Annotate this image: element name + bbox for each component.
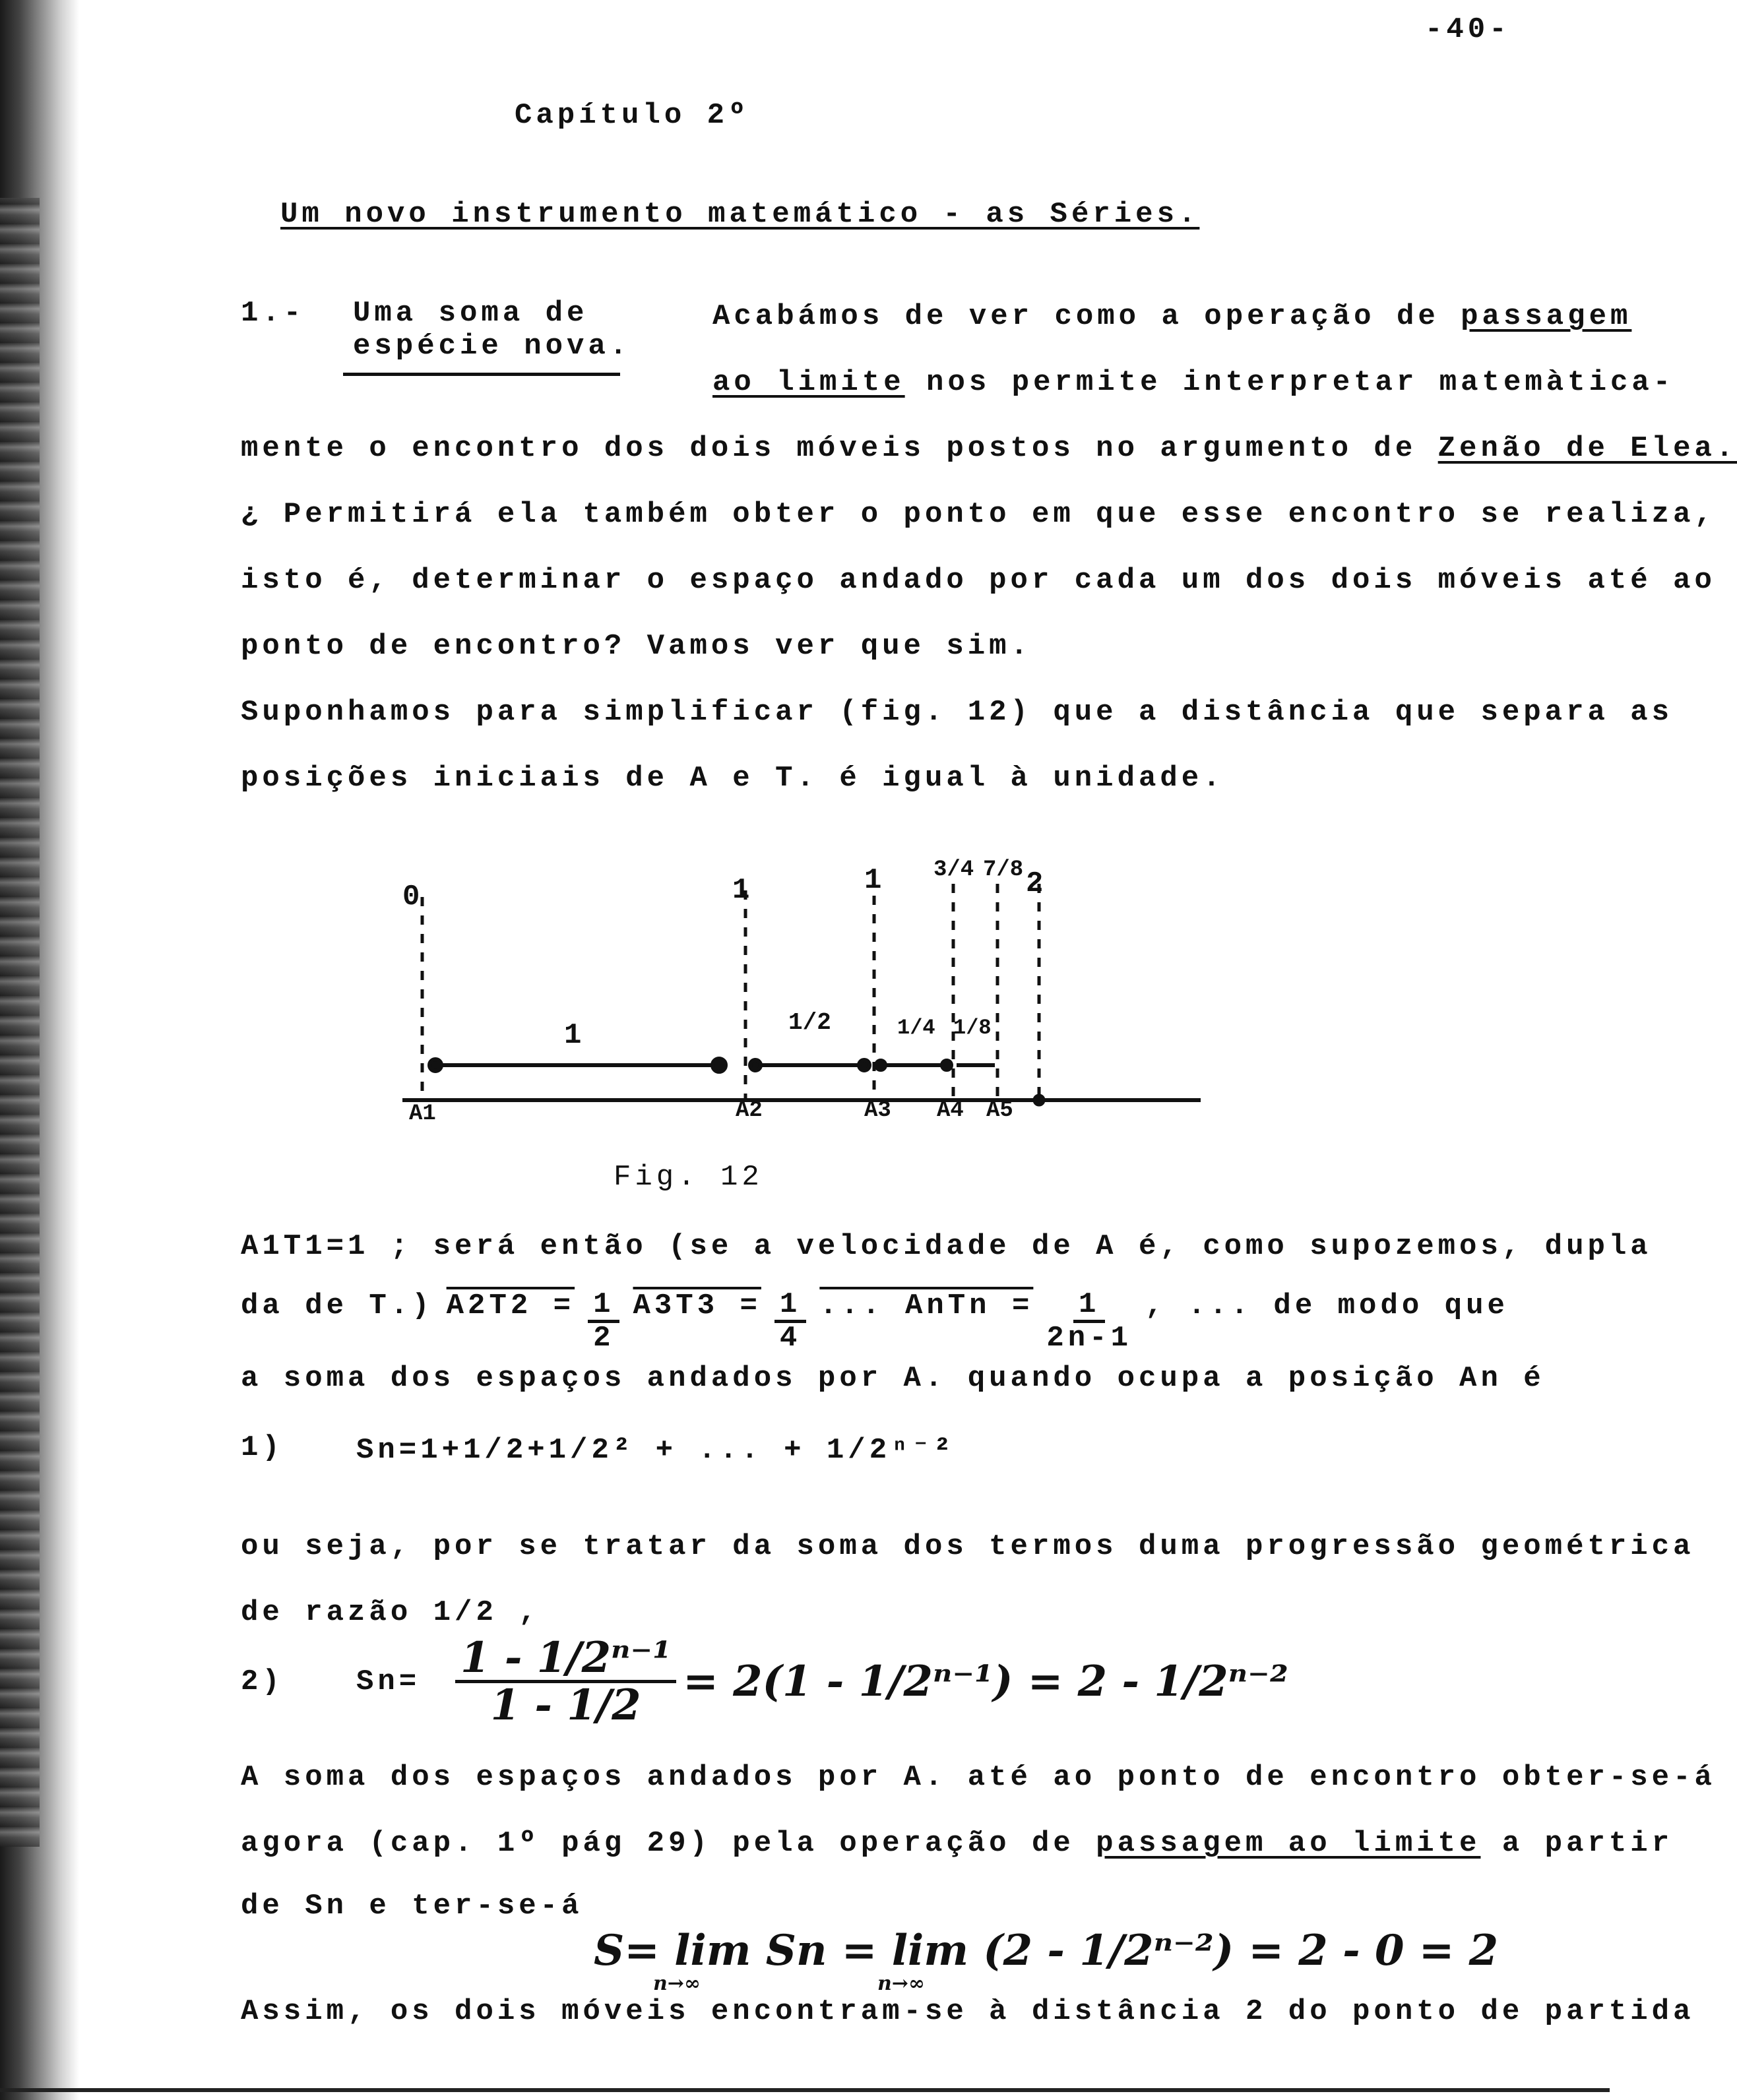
paragraph-line: isto é, determinar o espaço andado por cada um dos dois móveis até ao [241, 564, 1716, 597]
figure-12-diagram [369, 844, 1214, 1161]
closing-line: Assim, os dois móveis encontram-se à distância 2 do ponto de partida [241, 1995, 1695, 2028]
paragraph-line: agora (cap. 1º pág 29) pela operação de passagem ao limite a partir [241, 1827, 1674, 1860]
figure-top-label: 1 [864, 864, 882, 897]
figure-top-label: 3/4 [933, 857, 974, 882]
segment-arrows [429, 1059, 995, 1072]
figure-point-label: A5 [986, 1098, 1013, 1123]
paragraph-line: A1T1=1 ; será então (se a velocidade de A é, como supozemos, dupla [241, 1230, 1652, 1263]
paragraph-line: de razão 1/2 , [241, 1596, 540, 1629]
equation-label: 2) [241, 1665, 284, 1698]
figure-segment-label: 1/2 [788, 1009, 831, 1036]
fraction: $\frac{1}{2}$ [588, 1289, 619, 1353]
figure-point-label: A3 [864, 1098, 891, 1123]
scan-edge-noise [0, 198, 40, 1847]
paragraph-line: ou seja, por se tratar da soma dos termos duma progressão geométrica [241, 1530, 1695, 1563]
section-heading-rule [343, 373, 620, 376]
paragraph-line: da de T.) A2T2 = $\frac{1}{2}$ A3T3 = $\frac{1}{4}$ ... AnTn = $\frac{1}{2n-1}$ , ... de modo que [241, 1288, 1509, 1355]
equation-1: Sn=1+1/2+1/2² + ... + 1/2ⁿ⁻² [356, 1434, 955, 1467]
paragraph-line: A soma dos espaços andados por A. até ao ponto de encontro obter-se-á [241, 1761, 1716, 1794]
paragraph-line: Suponhamos para simplificar (fig. 12) que a distância que separa as [241, 696, 1674, 729]
figure-segment-label: 1/8 [953, 1016, 992, 1040]
figure-caption: Fig. 12 [614, 1161, 763, 1194]
figure-point-label: A1 [409, 1101, 436, 1127]
section-heading-line2: espécie nova. [353, 330, 631, 363]
figure-point-label: A2 [736, 1098, 763, 1123]
figure-top-label: 2 [1026, 867, 1044, 900]
figure-top-label: 0 [402, 880, 420, 913]
chapter-title: Um novo instrumento matemático - as Séries. [280, 198, 1200, 231]
fraction: $\frac{1}{2n-1}$ [1046, 1288, 1132, 1355]
page-bottom-edge [0, 2088, 1610, 2092]
section-heading-line1: Uma soma de [353, 297, 588, 330]
figure-point-label: A4 [937, 1098, 964, 1123]
figure-top-label: 7/8 [983, 857, 1024, 882]
figure-top-label: 1 [732, 874, 750, 907]
paragraph-line: ao limite nos permite interpretar matemàtica- [712, 366, 1675, 399]
equation-3: S= lim Sn = lim (2 - 1/2ⁿ⁻²) = 2 - 0 = 2 [594, 1926, 1499, 1975]
fraction: $\frac{1}{4}$ [774, 1289, 806, 1353]
equation-label: 1) [241, 1431, 284, 1464]
equation-2: $\frac{\text{1 - 1/2ⁿ⁻¹}}{1 - 1/2}$ = 2(1 - 1/2ⁿ⁻¹) = 2 - 1/2ⁿ⁻² [455, 1636, 1288, 1727]
figure-segment-label: 1 [564, 1019, 582, 1052]
chapter-heading: Capítulo 2º [515, 99, 750, 132]
paragraph-line: a soma dos espaços andados por A. quando ocupa a posição An é [241, 1362, 1545, 1395]
paragraph-line: ponto de encontro? Vamos ver que sim. [241, 630, 1032, 663]
limit-subscript: n→∞ [653, 1972, 701, 1995]
equation-2-lhs: Sn= [356, 1665, 421, 1698]
page-number: -40- [1425, 13, 1511, 46]
limit-subscript: n→∞ [877, 1972, 925, 1995]
paragraph-line: de Sn e ter-se-á [241, 1890, 583, 1923]
paragraph-line: mente o encontro dos dois móveis postos no argumento de Zenão de Elea. [241, 432, 1737, 465]
paragraph-line: posições iniciais de A e T. é igual à unidade. [241, 762, 1224, 795]
paragraph-line: ¿ Permitirá ela também obter o ponto em que esse encontro se realiza, [241, 498, 1716, 531]
figure-segment-label: 1/4 [897, 1016, 935, 1040]
paragraph-line: Acabámos de ver como a operação de passagem [712, 300, 1632, 333]
section-number: 1.- [241, 297, 305, 330]
